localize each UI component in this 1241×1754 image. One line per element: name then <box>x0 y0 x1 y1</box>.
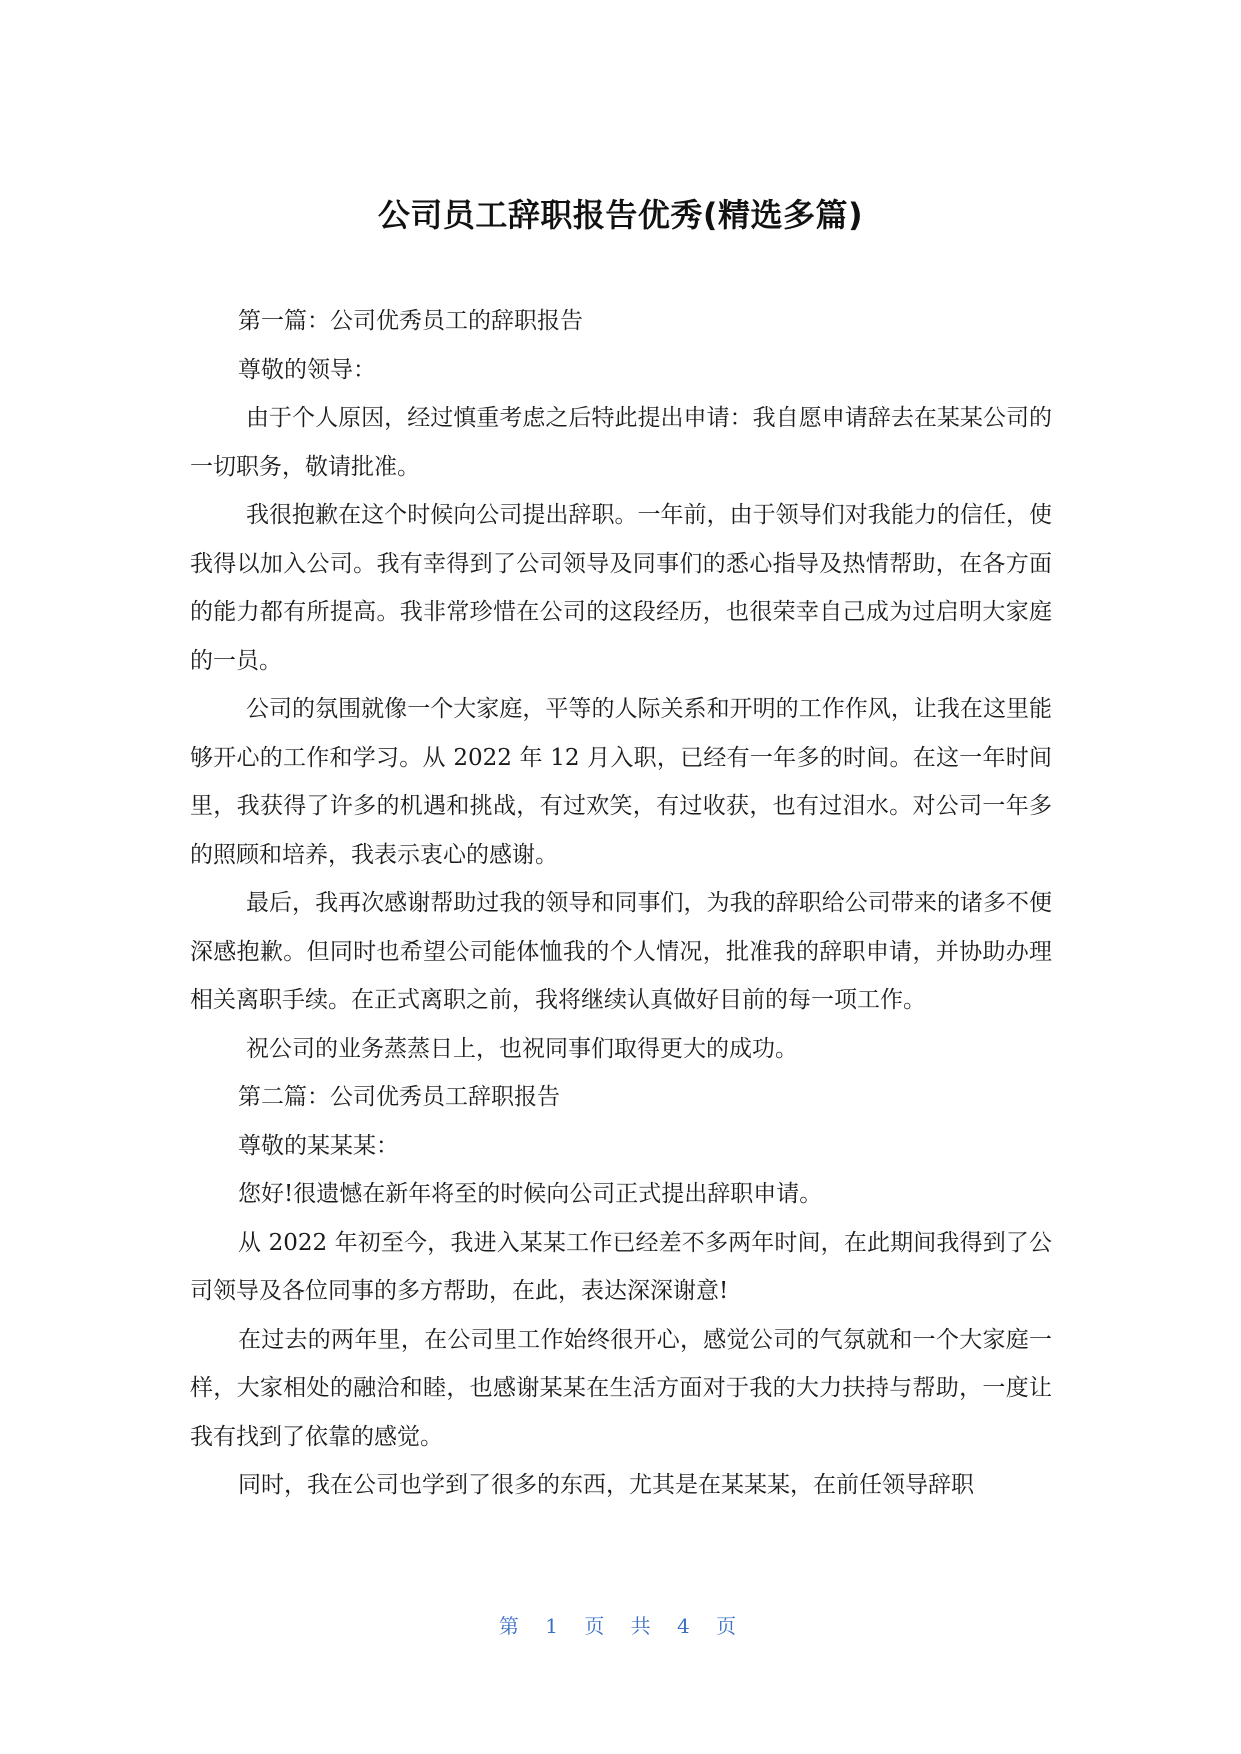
document-title: 公司员工辞职报告优秀(精选多篇) <box>377 196 864 234</box>
document-body <box>190 297 1052 1510</box>
page-number-footer: 第 1 页 共 4 页 <box>498 1614 743 1638</box>
paragraph: 从 2022 年初至今，我进入某某工作已经差不多两年时间，在此期间我得到了公司领导及各位同事的多方帮助，在此，表达深深谢意! <box>190 1229 1052 1304</box>
paragraph: 由于个人原因，经过慎重考虑之后特此提出申请：我自愿申请辞去在某某公司的一切职务，敬请批准。 <box>190 405 1052 480</box>
paragraph: 同时，我在公司也学到了很多的东西，尤其是在某某某，在前任领导辞职 <box>238 1472 974 1498</box>
paragraph: 祝公司的业务蒸蒸日上，也祝同事们取得更大的成功。 <box>246 1035 798 1062</box>
paragraph: 最后，我再次感谢帮助过我的领导和同事们，为我的辞职给公司带来的诸多不便深感抱歉。但同时也希望公司能体恤我的个人情况，批准我的辞职申请，并协助办理相关离职手续。在正式离职之前，我将继续认真做好目前的每一项工作。 <box>190 890 1052 1013</box>
paragraph: 公司的氛围就像一个大家庭，平等的人际关系和开明的工作作风，让我在这里能够开心的工作和学习。从 2022 年 12 月入职，已经有一年多的时间。在这一年时间里，我获得了许多的机遇和挑战，有过欢笑，有过收获，也有过泪水。对公司一年多的照顾和培养，我表示衷心的感谢。 <box>190 696 1052 868</box>
paragraph: 第一篇：公司优秀员工的辞职报告 <box>238 308 583 334</box>
paragraph: 尊敬的某某某： <box>238 1132 399 1159</box>
paragraph: 尊敬的领导： <box>238 356 376 383</box>
paragraph: 在过去的两年里，在公司里工作始终很开心，感觉公司的气氛就和一个大家庭一样，大家相处的融洽和睦，也感谢某某在生活方面对于我的大力扶持与帮助，一度让我有找到了依靠的感觉。 <box>190 1326 1052 1450</box>
paragraph: 您好!很遗憾在新年将至的时候向公司正式提出辞职申请。 <box>238 1181 823 1207</box>
paragraph: 第二篇：公司优秀员工辞职报告 <box>238 1084 560 1110</box>
paragraph: 我很抱歉在这个时候向公司提出辞职。一年前，由于领导们对我能力的信任，使我得以加入公司。我有幸得到了公司领导及同事们的悉心指导及热情帮助，在各方面的能力都有所提高。我非常珍惜在公司的这段经历，也很荣幸自己成为过启明大家庭的一员。 <box>190 502 1052 674</box>
